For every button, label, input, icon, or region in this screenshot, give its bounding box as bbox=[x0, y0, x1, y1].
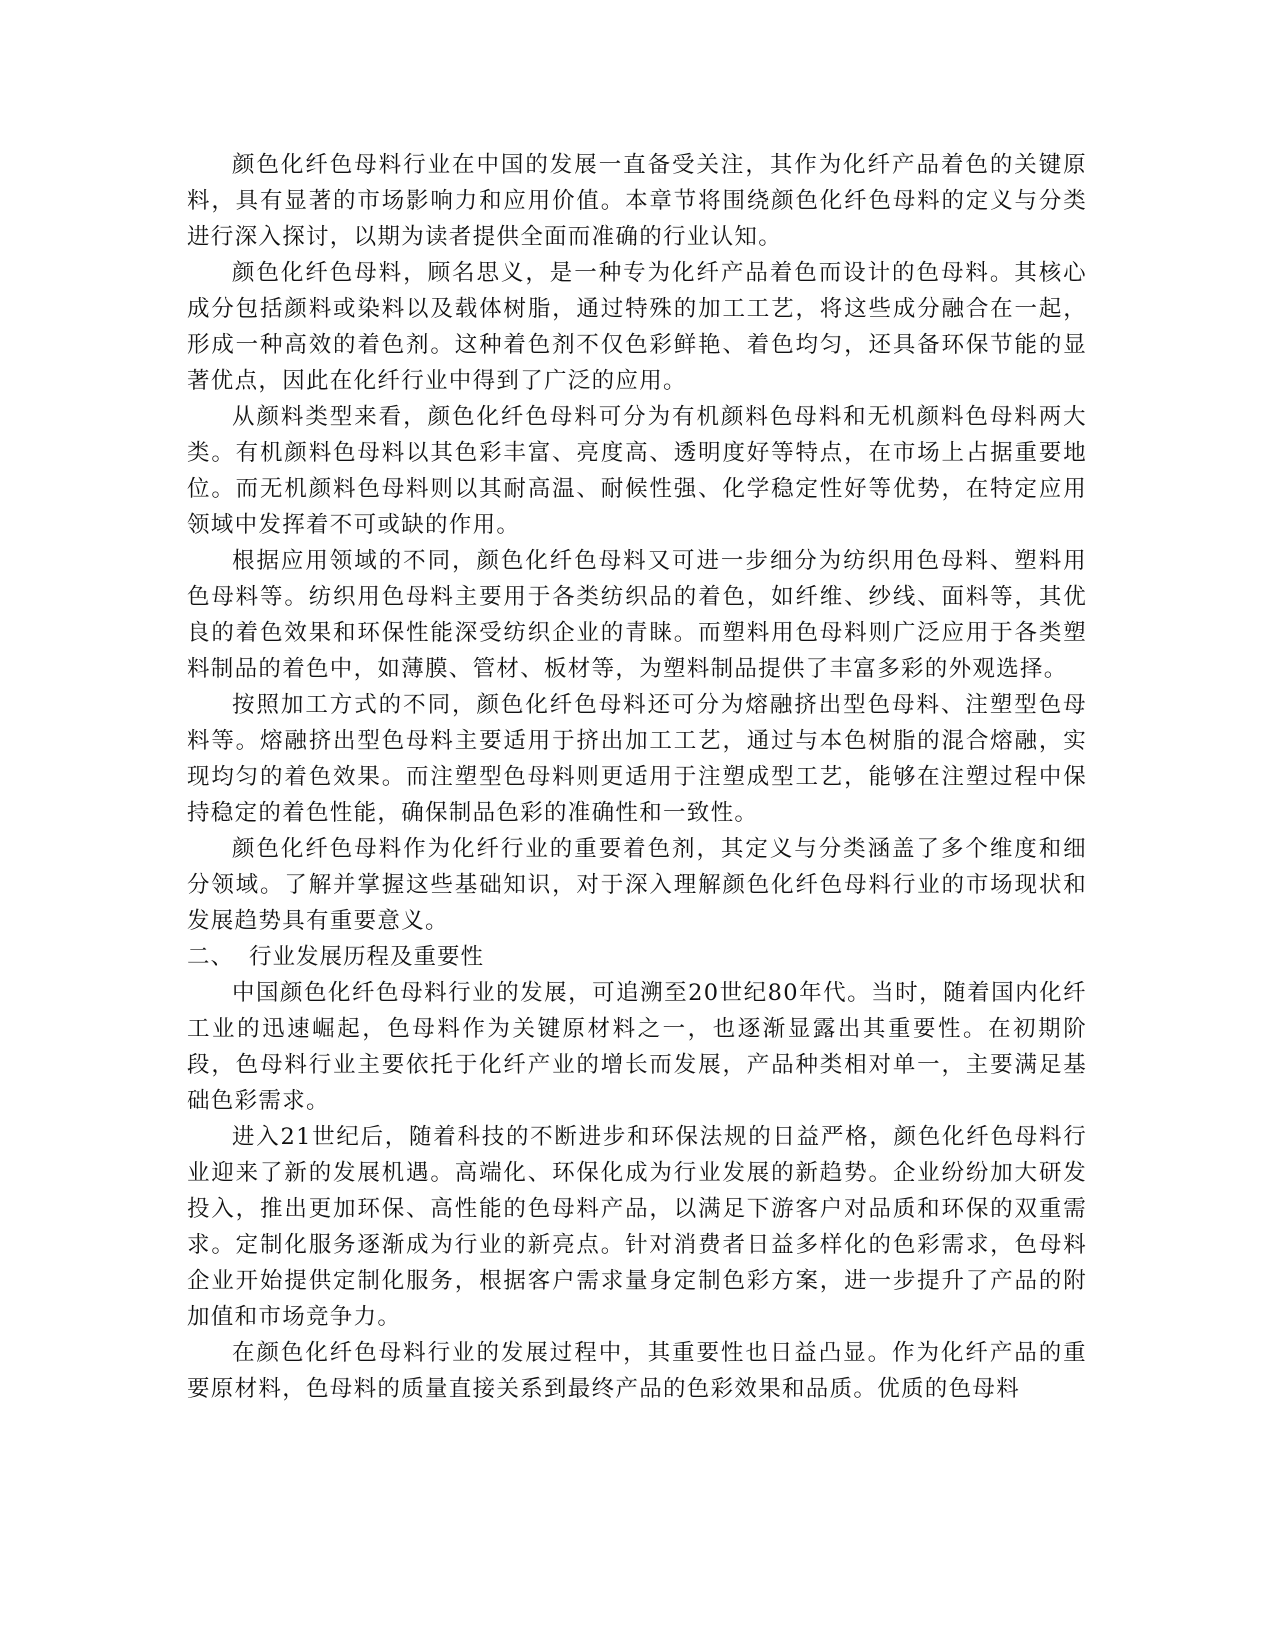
paragraph-pigment-types: 从颜料类型来看，颜色化纤色母料可分为有机颜料色母料和无机颜料色母料两大类。有机颜料色母料以其色彩丰富、亮度高、透明度好等特点，在市场上占据重要地位。而无机颜料色母料则以其耐高温、耐候性强、化学稳定性好等优势，在特定应用领域中发挥着不可或缺的作用。 bbox=[187, 404, 1087, 538]
paragraph-application-fields: 根据应用领域的不同，颜色化纤色母料又可进一步细分为纺织用色母料、塑料用色母料等。纺织用色母料主要用于各类纺织品的着色，如纤维、纱线、面料等，其优良的着色效果和环保性能深受纺织企业的青睐。而塑料用色母料则广泛应用于各类塑料制品的着色中，如薄膜、管材、板材等，为塑料制品提供了丰富多彩的外观选择。 bbox=[187, 548, 1087, 682]
paragraph-processing-methods: 按照加工方式的不同，颜色化纤色母料还可分为熔融挤出型色母料、注塑型色母料等。熔融挤出型色母料主要适用于挤出加工工艺，通过与本色树脂的混合熔融，实现均匀的着色效果。而注塑型色母料则更适用于注塑成型工艺，能够在注塑过程中保持稳定的着色性能，确保制品色彩的准确性和一致性。 bbox=[187, 692, 1087, 826]
section-number: 二、 bbox=[187, 944, 235, 970]
paragraph-importance: 在颜色化纤色母料行业的发展过程中，其重要性也日益凸显。作为化纤产品的重要原材料，色母料的质量直接关系到最终产品的色彩效果和品质。优质的色母料 bbox=[187, 1340, 1087, 1402]
section-heading bbox=[187, 939, 1087, 975]
section-title: 行业发展历程及重要性 bbox=[249, 944, 485, 970]
paragraph-summary: 颜色化纤色母料作为化纤行业的重要着色剂，其定义与分类涵盖了多个维度和细分领域。了解并掌握这些基础知识，对于深入理解颜色化纤色母料行业的市场现状和发展趋势具有重要意义。 bbox=[187, 836, 1087, 934]
paragraph-definition: 颜色化纤色母料，顾名思义，是一种专为化纤产品着色而设计的色母料。其核心成分包括颜料或染料以及载体树脂，通过特殊的加工工艺，将这些成分融合在一起，形成一种高效的着色剂。这种着色剂不仅色彩鲜艳、着色均匀，还具备环保节能的显著优点，因此在化纤行业中得到了广泛的应用。 bbox=[187, 260, 1087, 394]
document-page bbox=[187, 147, 1087, 1407]
paragraph-intro: 颜色化纤色母料行业在中国的发展一直备受关注，其作为化纤产品着色的关键原料，具有显著的市场影响力和应用价值。本章节将围绕颜色化纤色母料的定义与分类进行深入探讨，以期为读者提供全面而准确的行业认知。 bbox=[187, 152, 1087, 250]
paragraph-history-21st-century: 进入21世纪后，随着科技的不断进步和环保法规的日益严格，颜色化纤色母料行业迎来了新的发展机遇。高端化、环保化成为行业发展的新趋势。企业纷纷加大研发投入，推出更加环保、高性能的色母料产品，以满足下游客户对品质和环保的双重需求。定制化服务逐渐成为行业的新亮点。针对消费者日益多样化的色彩需求，色母料企业开始提供定制化服务，根据客户需求量身定制色彩方案，进一步提升了产品的附加值和市场竞争力。 bbox=[187, 1124, 1087, 1330]
paragraph-history-origin: 中国颜色化纤色母料行业的发展，可追溯至20世纪80年代。当时，随着国内化纤工业的迅速崛起，色母料作为关键原材料之一，也逐渐显露出其重要性。在初期阶段，色母料行业主要依托于化纤产业的增长而发展，产品种类相对单一，主要满足基础色彩需求。 bbox=[187, 980, 1087, 1114]
